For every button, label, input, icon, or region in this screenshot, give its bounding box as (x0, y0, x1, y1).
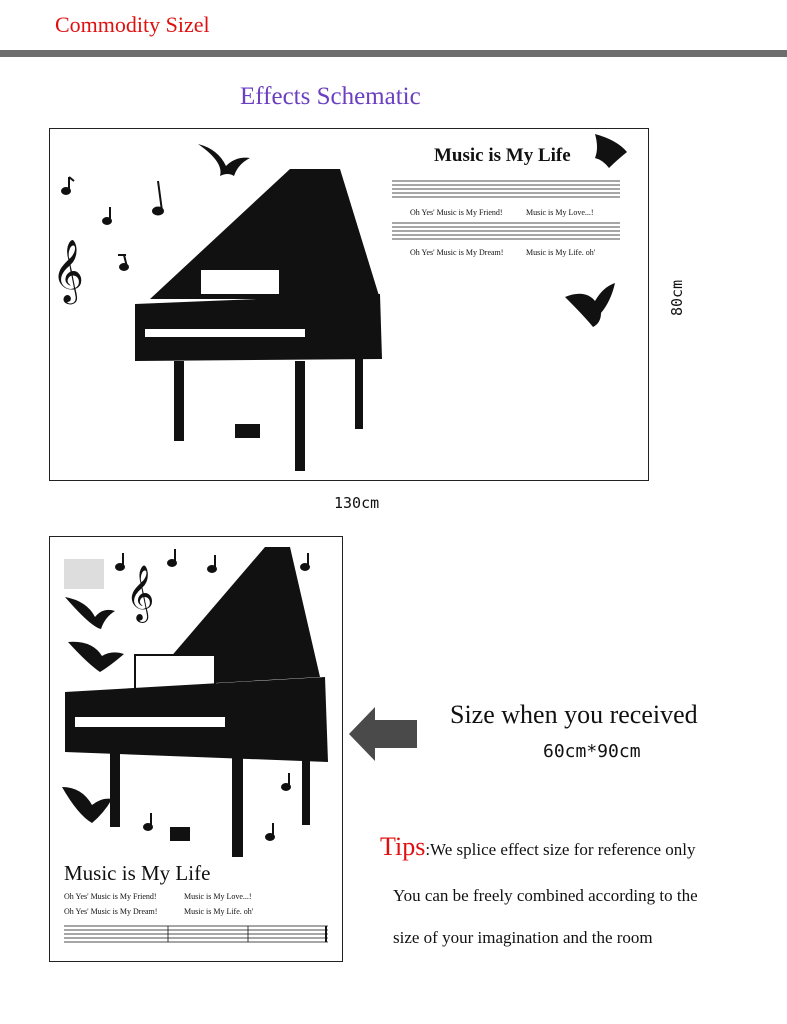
lyric-1: Oh Yes' Music is My Friend! (410, 208, 503, 217)
tips-text: :We splice effect size for reference only (425, 840, 696, 859)
package-thumbnail (64, 559, 104, 589)
lyric-4: Music is My Life. oh' (526, 248, 596, 257)
received-size-title: Size when you received (450, 700, 698, 729)
piano-silhouette (65, 547, 328, 857)
tips-label: Tips (380, 832, 426, 861)
bird-icon (65, 597, 115, 629)
piano-illustration (50, 129, 648, 480)
preview-headline: Music is My Life (434, 145, 571, 166)
lyric-3: Oh Yes' Music is My Dream! (410, 248, 504, 257)
arrow-left-icon (349, 707, 419, 761)
bird-icon (595, 134, 627, 168)
header-divider (0, 50, 787, 57)
bird-icon (198, 144, 250, 176)
tips-line (380, 832, 695, 862)
sticker-lyric-4: Music is My Life. oh' (184, 907, 254, 916)
treble-clef-icon: 𝄞 (52, 241, 84, 301)
sticker-lyric-3: Oh Yes' Music is My Dream! (64, 907, 158, 916)
music-staff (64, 926, 328, 942)
sticker-headline: Music is My Life (64, 861, 211, 885)
sticker-illustration (50, 537, 342, 961)
treble-clef-icon: 𝄞 (126, 567, 155, 620)
bird-icon (565, 283, 615, 327)
header-title: Commodity Sizel (55, 12, 210, 37)
tips-line-3: size of your imagination and the room (393, 928, 653, 947)
bird-icon (62, 787, 112, 823)
effects-title: Effects Schematic (240, 83, 421, 110)
height-dimension: 80cm (668, 279, 686, 316)
width-dimension: 130cm (334, 494, 380, 512)
tips-line-2: You can be freely combined according to the (393, 886, 698, 905)
effects-preview (49, 128, 649, 481)
bird-icon (68, 642, 124, 672)
lyric-2: Music is My Love...! (526, 208, 594, 217)
received-sticker-preview (49, 536, 343, 962)
sticker-lyric-2: Music is My Love...! (184, 892, 252, 901)
piano-silhouette (135, 169, 382, 471)
received-size-value: 60cm*90cm (543, 741, 641, 762)
sticker-lyric-1: Oh Yes' Music is My Friend! (64, 892, 157, 901)
